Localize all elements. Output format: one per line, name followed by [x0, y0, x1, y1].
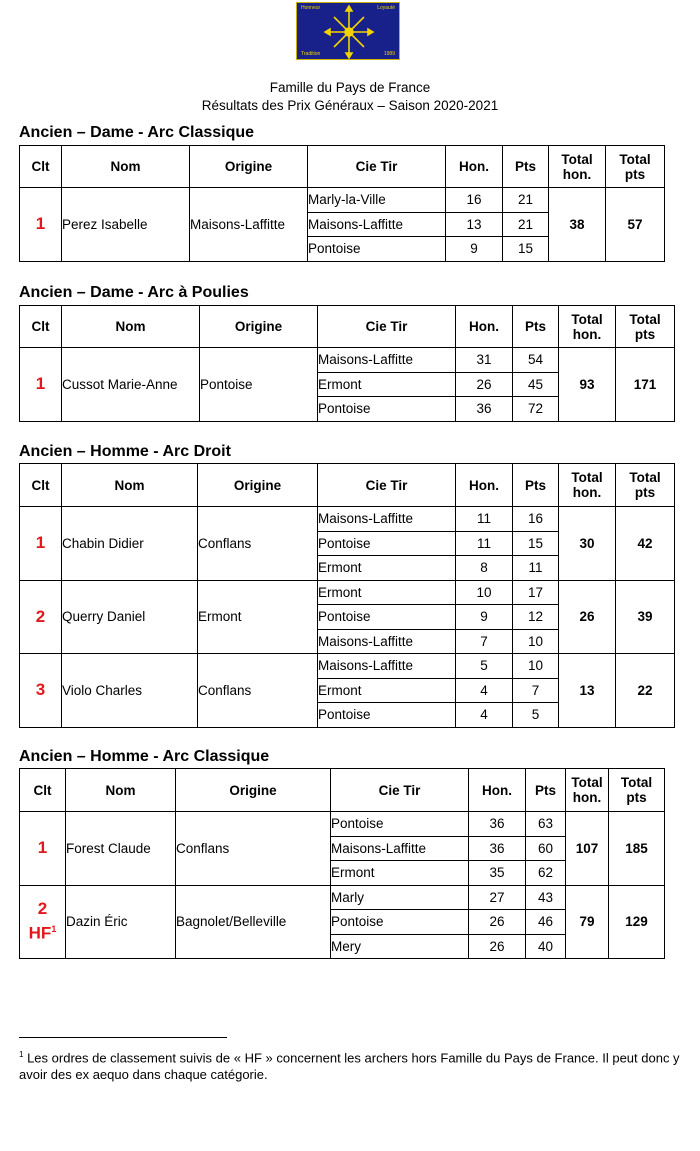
footnote-marker: 1	[19, 1050, 24, 1059]
hon-cell: 26	[456, 372, 513, 397]
logo-text-tl: Honneur	[301, 5, 321, 11]
hon-cell: 16	[446, 188, 503, 213]
col-header-hon: Hon.	[469, 769, 526, 812]
cie-tir-cell: Ermont	[331, 861, 469, 886]
table-row	[20, 507, 675, 532]
col-header-origine: Origine	[198, 464, 318, 507]
archer-name: Chabin Didier	[62, 507, 198, 581]
rank-number: 1	[35, 374, 46, 394]
pts-cell: 40	[526, 934, 566, 959]
pts-cell: 5	[513, 703, 559, 728]
col-header-nom: Nom	[62, 146, 190, 188]
hon-cell: 11	[456, 531, 513, 556]
pts-cell: 21	[503, 188, 549, 213]
pts-cell: 21	[503, 212, 549, 237]
pts-cell: 11	[513, 556, 559, 581]
archer-origin: Ermont	[198, 580, 318, 654]
results-table	[19, 305, 675, 422]
pts-cell: 12	[513, 605, 559, 630]
hon-cell: 5	[456, 654, 513, 679]
total-pts-cell: 22	[616, 654, 675, 728]
hon-cell: 10	[456, 580, 513, 605]
col-header-origine: Origine	[200, 306, 318, 348]
hon-cell: 35	[469, 861, 526, 886]
logo-text-bl: Tradition	[301, 51, 321, 57]
col-header-pts: Pts	[513, 464, 559, 507]
rank-number: 2	[35, 606, 46, 626]
cie-tir-cell: Maisons-Laffitte	[331, 836, 469, 861]
col-header-total-pts	[616, 464, 675, 507]
col-header-clt: Clt	[20, 306, 62, 348]
archer-name: Perez Isabelle	[62, 188, 190, 262]
section-title: Ancien – Dame - Arc Classique	[19, 124, 255, 141]
col-header-total-hon	[566, 769, 609, 812]
col-header-total-word: Total	[571, 470, 603, 485]
pts-cell: 45	[513, 372, 559, 397]
total-hon-cell: 13	[559, 654, 616, 728]
cie-tir-cell: Pontoise	[318, 703, 456, 728]
hon-cell: 8	[456, 556, 513, 581]
col-header-pts: Pts	[513, 306, 559, 348]
cie-tir-cell: Pontoise	[318, 531, 456, 556]
col-header-cie-tir: Cie Tir	[318, 464, 456, 507]
table-row	[20, 188, 665, 213]
pts-cell: 43	[526, 885, 566, 910]
col-header-hon: Hon.	[456, 306, 513, 348]
footnote-ref: 1	[51, 924, 57, 935]
cie-tir-cell: Maisons-Laffitte	[318, 507, 456, 532]
archer-name: Dazin Éric	[66, 885, 176, 959]
col-header-total-sub: pts	[626, 790, 647, 805]
col-header-clt: Clt	[20, 464, 62, 507]
cie-tir-cell: Maisons-Laffitte	[318, 654, 456, 679]
rank-suffix: HF	[28, 924, 52, 944]
rank-number: 1	[37, 838, 48, 858]
col-header-nom: Nom	[62, 464, 198, 507]
table-row	[20, 348, 675, 373]
archer-origin: Conflans	[198, 654, 318, 728]
rank-cell	[20, 654, 62, 728]
col-header-clt: Clt	[20, 769, 66, 812]
col-header-total-word: Total	[561, 151, 593, 167]
archer-origin: Conflans	[198, 507, 318, 581]
col-header-total-hon	[559, 464, 616, 507]
archer-origin: Maisons-Laffitte	[190, 188, 308, 262]
hon-cell: 9	[446, 237, 503, 262]
total-hon-cell: 79	[566, 885, 609, 959]
total-hon-cell: 93	[559, 348, 616, 422]
pts-cell: 10	[513, 654, 559, 679]
section-title: Ancien – Dame - Arc à Poulies	[19, 284, 249, 301]
hon-cell: 9	[456, 605, 513, 630]
hon-cell: 13	[446, 212, 503, 237]
pts-cell: 7	[513, 678, 559, 703]
col-header-origine: Origine	[176, 769, 331, 812]
col-header-nom: Nom	[66, 769, 176, 812]
col-header-total-sub: pts	[624, 166, 646, 182]
rank-cell	[20, 812, 66, 886]
pts-cell: 72	[513, 397, 559, 422]
col-header-total-word: Total	[620, 775, 653, 790]
col-header-total-hon	[549, 146, 606, 188]
total-hon-cell: 107	[566, 812, 609, 886]
pts-cell: 10	[513, 629, 559, 654]
cie-tir-cell: Pontoise	[318, 605, 456, 630]
cie-tir-cell: Marly	[331, 885, 469, 910]
archer-name: Violo Charles	[62, 654, 198, 728]
col-header-total-sub: hon.	[572, 326, 602, 342]
pts-cell: 17	[513, 580, 559, 605]
col-header-total-pts	[606, 146, 665, 188]
cie-tir-cell: Maisons-Laffitte	[318, 348, 456, 373]
archer-name: Cussot Marie-Anne	[62, 348, 200, 422]
footnote-text: Les ordres de classement suivis de « HF » concernent les archers hors Famille du Pays de France. Il peut donc y avoir des ex aequo dans chaque catégorie.	[19, 1050, 680, 1083]
footnote-divider	[19, 1037, 227, 1038]
col-header-total-sub: hon.	[572, 485, 602, 500]
total-pts-cell: 42	[616, 507, 675, 581]
rank-number: 3	[35, 680, 46, 700]
rank-cell	[20, 507, 62, 581]
rank-cell	[20, 188, 62, 262]
col-header-total-pts	[616, 306, 675, 348]
header-line-2: Résultats des Prix Généraux – Saison 2020-2021	[201, 98, 499, 113]
total-hon-cell: 30	[559, 507, 616, 581]
col-header-cie-tir: Cie Tir	[308, 146, 446, 188]
results-table	[19, 768, 665, 959]
cie-tir-cell: Ermont	[318, 678, 456, 703]
rank-number: 2	[37, 899, 48, 919]
col-header-total-sub: hon.	[562, 166, 592, 182]
archer-name: Querry Daniel	[62, 580, 198, 654]
col-header-total-hon	[559, 306, 616, 348]
hon-cell: 36	[469, 812, 526, 837]
footnote	[19, 1046, 689, 1083]
total-hon-cell: 38	[549, 188, 606, 262]
hon-cell: 4	[456, 703, 513, 728]
hon-cell: 36	[469, 836, 526, 861]
col-header-pts: Pts	[526, 769, 566, 812]
results-table	[19, 145, 665, 262]
hon-cell: 26	[469, 910, 526, 935]
table-row	[20, 580, 675, 605]
col-header-nom: Nom	[62, 306, 200, 348]
cie-tir-cell: Pontoise	[331, 910, 469, 935]
total-pts-cell: 185	[609, 812, 665, 886]
archer-origin: Conflans	[176, 812, 331, 886]
col-header-total-word: Total	[629, 470, 661, 485]
section-title: Ancien – Homme - Arc Classique	[19, 748, 270, 765]
header-line-1: Famille du Pays de France	[269, 80, 431, 95]
pts-cell: 16	[513, 507, 559, 532]
col-header-pts: Pts	[503, 146, 549, 188]
hon-cell: 27	[469, 885, 526, 910]
col-header-total-sub: hon.	[572, 790, 602, 805]
hon-cell: 4	[456, 678, 513, 703]
cie-tir-cell: Pontoise	[318, 397, 456, 422]
pts-cell: 60	[526, 836, 566, 861]
logo-text-br: 1989	[383, 51, 395, 57]
col-header-total-word: Total	[571, 775, 603, 790]
hon-cell: 11	[456, 507, 513, 532]
pts-cell: 46	[526, 910, 566, 935]
cie-tir-cell: Marly-la-Ville	[308, 188, 446, 213]
col-header-cie-tir: Cie Tir	[318, 306, 456, 348]
pts-cell: 54	[513, 348, 559, 373]
total-pts-cell: 171	[616, 348, 675, 422]
results-table	[19, 463, 675, 728]
table-row	[20, 885, 665, 910]
pts-cell: 15	[503, 237, 549, 262]
section-title: Ancien – Homme - Arc Droit	[19, 443, 231, 460]
col-header-total-word: Total	[571, 311, 603, 327]
col-header-hon: Hon.	[456, 464, 513, 507]
pts-cell: 15	[513, 531, 559, 556]
col-header-total-word: Total	[629, 311, 661, 327]
col-header-hon: Hon.	[446, 146, 503, 188]
cie-tir-cell: Ermont	[318, 580, 456, 605]
hon-cell: 26	[469, 934, 526, 959]
archer-origin: Bagnolet/Belleville	[176, 885, 331, 959]
col-header-total-sub: pts	[634, 326, 656, 342]
archer-origin: Pontoise	[200, 348, 318, 422]
table-row	[20, 812, 665, 837]
archer-name: Forest Claude	[66, 812, 176, 886]
col-header-total-word: Total	[619, 151, 651, 167]
cie-tir-cell: Ermont	[318, 556, 456, 581]
rank-cell	[20, 580, 62, 654]
logo	[296, 2, 400, 60]
rank-number: 1	[35, 533, 46, 553]
cie-tir-cell: Maisons-Laffitte	[318, 629, 456, 654]
rank-cell	[20, 885, 66, 959]
col-header-total-pts	[609, 769, 665, 812]
rank-number: 1	[35, 214, 46, 234]
col-header-origine: Origine	[190, 146, 308, 188]
cie-tir-cell: Pontoise	[331, 812, 469, 837]
total-pts-cell: 57	[606, 188, 665, 262]
logo-text-tr: Loyauté	[377, 5, 395, 11]
cie-tir-cell: Pontoise	[308, 237, 446, 262]
total-pts-cell: 129	[609, 885, 665, 959]
rank-cell	[20, 348, 62, 422]
cie-tir-cell: Maisons-Laffitte	[308, 212, 446, 237]
cie-tir-cell: Ermont	[318, 372, 456, 397]
total-hon-cell: 26	[559, 580, 616, 654]
pts-cell: 62	[526, 861, 566, 886]
hon-cell: 31	[456, 348, 513, 373]
hon-cell: 36	[456, 397, 513, 422]
hon-cell: 7	[456, 629, 513, 654]
total-pts-cell: 39	[616, 580, 675, 654]
pts-cell: 63	[526, 812, 566, 837]
table-row	[20, 654, 675, 679]
col-header-clt: Clt	[20, 146, 62, 188]
cie-tir-cell: Mery	[331, 934, 469, 959]
col-header-cie-tir: Cie Tir	[331, 769, 469, 812]
col-header-total-sub: pts	[634, 485, 656, 500]
